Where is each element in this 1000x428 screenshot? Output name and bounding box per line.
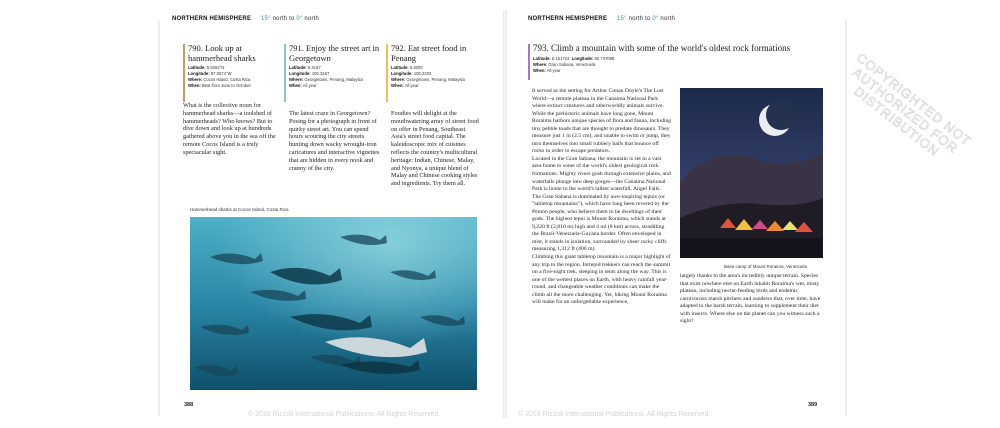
lat-to: 0° bbox=[296, 16, 303, 22]
running-head-right bbox=[528, 16, 675, 22]
entry-791 bbox=[284, 44, 381, 89]
north-label: north bbox=[304, 16, 320, 22]
page-number-right: 389 bbox=[808, 402, 818, 408]
running-head-left bbox=[172, 16, 319, 22]
book-spine bbox=[503, 10, 507, 418]
entry-793 bbox=[528, 44, 833, 74]
north-to: north to bbox=[272, 16, 295, 22]
entry-meta: Latitude: 5.4000 Longitude: 100.2333 Where: Georgetown, Penang, Malaysia When: All year bbox=[391, 65, 465, 88]
sharks-photo-caption: Hammerhead sharks at Cocos Island, Costa Rica bbox=[190, 207, 289, 212]
entry-title: 793. Climb a mountain with some of the world's oldest rock formations bbox=[533, 43, 791, 53]
entry-title: 791. Enjoy the street art in Georgetown bbox=[289, 43, 380, 63]
entry-meta: Latitude: 5.5282°N Longitude: 87.0574°W Where: Cocos Island, Costa Rica When: Best from June to October bbox=[188, 65, 251, 88]
entry-title: 792. Eat street food in Penang bbox=[391, 43, 467, 63]
roraima-photo-illustration bbox=[680, 88, 823, 258]
entry-title: 790. Look up at hammerhead sharks bbox=[188, 43, 256, 63]
entry-793-body-col1: It served as the setting for Arthur Conan Doyle's The Lost World—a remote plateau in the Canaima National Park where extinct creatures and otherworldly animals survive. While the prehistoric animals have long gone, Mount Roraima harbors unique species of flora and fauna, including tiny pebble toads that are thought to predate dinosaurs. They measure just 1 in (2.5 cm), and unable to swim or jump, they turn themselves into small rubbery balls that bounce off rocks in order to escape predators. Located in the Gran Sabana, the mountain is set in a vast area home to some of the world's oldest geological rock formations. Mighty rivers gush through extensive plains, and waterfalls plunge into deep gorges—the Canaima National Park is home to the world's tallest waterfall, Angel Falls. The Gran Sabana is dominated by awe-inspiring tepuis (or "tabletop mountains"), which have long been revered by the Pemón people, who believe them to be dwellings of their gods. The highest tepui is Mount Roraima, which stands at 9,220 ft (2,810 m) high and 4 mi (8 km) across, straddling the Brazil-Venezuela-Guyana border. Often enveloped in mist, it stands in isolation, surrounded by sheer rocky cliffs measuring 1,312 ft (400 m). Climbing this giant tabletop mountain is a major highlight of any trip to the region. Intrepid trekkers can reach the summit on a five-night trek, sleeping in tents along the way. This is one of the wettest places on Earth, with heavy rainfall year-round, and changeable weather conditions can make the climb all the more challenging. Yet, hiking Mount Roraima will make for an unforgettable experience, bbox=[532, 88, 672, 306]
sharks-photo-illustration bbox=[190, 217, 477, 390]
hemisphere-label: NORTHERN HEMISPHERE bbox=[172, 16, 252, 22]
roraima-photo-caption: Base camp of Mount Roraima, Venezuela bbox=[724, 264, 808, 269]
entry-meta: Latitude: 5.151724 Longitude: 60.737098 Where: Gran Sabana, Venezuela When: All year bbox=[533, 55, 615, 73]
entry-color-bar bbox=[284, 44, 286, 102]
lat-from: 15° bbox=[261, 16, 271, 22]
lat-to: 0° bbox=[652, 16, 659, 22]
entry-792 bbox=[386, 44, 483, 89]
lat-from: 15° bbox=[617, 16, 627, 22]
entry-790 bbox=[183, 44, 280, 89]
rights-notice-right: © 2016 Rizzoli International Publications. All Rights Reserved. bbox=[518, 411, 711, 418]
page-number-left: 388 bbox=[184, 402, 194, 408]
entry-792-body: Foodies will delight at the mouthwatering array of street food on offer in Penang, Southeast Asia's street food capital. The kaleidoscopic mix of cuisines reflects the country's multicultural heritage: Indian, Chinese, Malay, and Nyonya, a unique blend of Malay and Chinese cooking styles and ingredients. Try them all. bbox=[391, 110, 479, 188]
entry-color-bar bbox=[528, 44, 530, 80]
north-to: north to bbox=[628, 16, 651, 22]
entry-color-bar bbox=[386, 44, 388, 102]
entry-791-body: The latest craze in Georgetown? Posing for a photograph in front of quirky street art. You can spend hours scouring the city streets hunting down wacky wrought-iron caricatures and interactive vignettes that are hidden in every nook and cranny of the city. bbox=[289, 110, 380, 172]
entry-meta: Latitude: 5.4167 Longitude: 100.3167 Where: Georgetown, Penang, Malaysia When: All year bbox=[289, 65, 363, 88]
entry-793-body-col2: largely thanks to the area's incredibly unique terrain. Species that exist nowhere else on Earth inhabit Roraima's wet, misty plateau, including nectar-feeding birds and endemic carnivorous marsh pitchers and sundews that, over time, have adapted to the harsh terrain, learning to supplement their diet with insects. Where else on the planet can you witness such a sight? bbox=[680, 273, 821, 325]
rights-notice-left: © 2016 Rizzoli International Publications. All Rights Reserved. bbox=[248, 411, 441, 418]
north-label: north bbox=[660, 16, 676, 22]
hemisphere-label: NORTHERN HEMISPHERE bbox=[528, 16, 608, 22]
copyright-watermark: COPYRIGHTED NOT AUTHORIZED FOR DISTRIBUTION bbox=[849, 49, 975, 160]
mount-roraima-photo bbox=[680, 88, 823, 258]
entry-790-body: What is the collective noun for hammerhead sharks—a toolshed of hammerheads? Who knows? But to dive down and look up at hundreds gathered above you in the sea off the remote Cocos Island is a truly spectacular sight. bbox=[183, 102, 276, 156]
hammerhead-sharks-photo bbox=[190, 217, 477, 390]
entry-color-bar bbox=[183, 44, 185, 102]
